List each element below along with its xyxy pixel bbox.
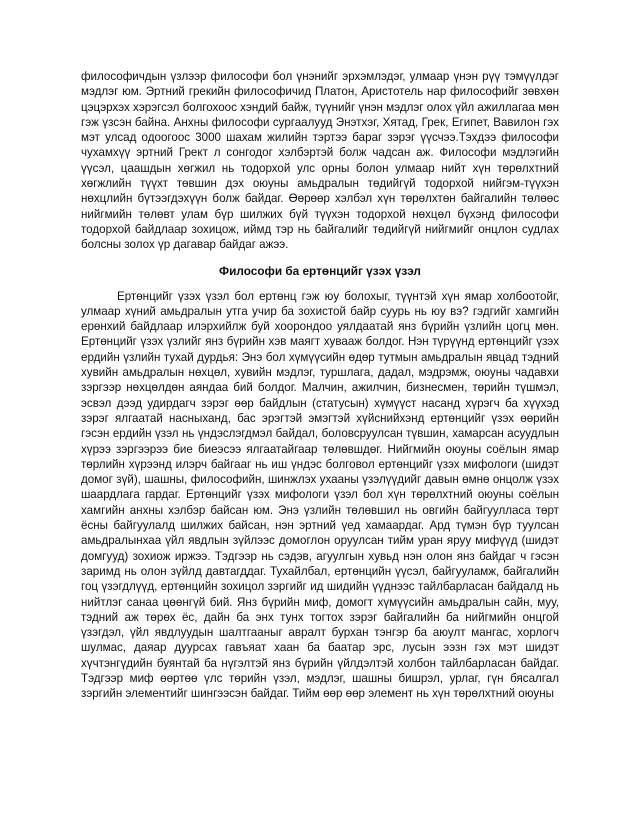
- document-page: [81, 69, 559, 702]
- section-heading: Философи ба ертөнцийг үзэх үзэл: [219, 263, 421, 278]
- body-paragraph: Ертөнцийг үзэх үзэл бол ертөнц гэж юу болохыг, түүнтэй хүн ямар холбоотойг, улмаар хүний амьдралын утга учир ба зохистой байр суурь нь юу вэ? гэдгийг хамгийн ерөнхий байдлаар илэрхийлж буй хоорондоо уялдаатай янз бүрийн үзлийн цогц мөн. Ертөнцийг үзэх үзлийг янз бүрийн хэв маягт хувааж болдог. Нэн түрүүнд ертөнцийг үзэх ердийн үзлийн тухай дурдья: Энэ бол хүмүүсийн өдөр тутмын амьдралын явцад тэдний хувийн амьдралын нөхцөл, хувийн мэдлэг, туршлага, дадал, мэдрэмж, оюуны чадавхи зэргээр нөхцөлдөн аяндаа бий болдог. Малчин, ажилчин, бизнесмен, төрийн түшмэл, эсвэл дээд удирдагч зэрэг өөр байдлын (статусын) хүмүүст насанд хүрэгч ба хүүхэд зэрэг ялгаатай насныханд, бас эрэгтэй эмэгтэй хүйснийхэнд ертөнцийг үзэх өөрийн гэсэн ердийн үзэл нь үндэслэгдмэл байдал, боловсруулсан түвшин, хамарсан асуудлын хүрээ зэргээрээ бие биеэсээ ялгаатайгаар төлөвшдөг. Нийгмийн оюуны соёлын ямар төрлийн хүрээнд илэрч байгааг нь иш үндэс болговол ертөнцийг үзэх мифологи (шидэт домог зүй), шашны, философийн, шинжлэх ухааны үзэлүүдийг давын өмнө онцолж үзэх шаардлага гардаг. Ертөнцийг үзэх мифологи үзэл бол хүн төрөлхтний оюуны соёлын хамгийн анхны хэлбэр байсан юм. Энэ үзлийн төлөвшил нь овгийн байгуулласа төрт ёсны байгуулалд шилжих байсан, нэн эртний үед хамаардаг. Ард түмэн бүр туулсан амьдралынхаа үйл явдлын зүйлээс домоглон оруулсан тийм уран яруу мифүүд (шидэт домгууд) зохиож иржээ. Тэдгээр нь сэдэв, агуулгын хувьд нэн олон янз байдаг ч гэсэн заримд нь олон зүйлд давтагддаг. Тухайлбал, ертөнцийн үүсэл, байгууламж, байгалийн гоц үзэгдлүүд, ертөнцийн зохицол зэргийг ид шидийн үүднээс тайлбарласан байдалд нь нийтлэг санаа цөөнгүй бий. Янз бүрийн миф, домогт хүмүүсийн амьдралын сайн, муу, тэдний аж төрөх ёс, дайн ба энх тунх тогтох зэрэг байгалийн ба нийгмийн онцгой үзэгдэл, үйл явдлуудын шалтгааныг авралт бурхан тэнгэр ба аюулт мангас, хорлогч шулмас, даяар дуурсах гавъяат хаан ба баатар эрс, лусын ээзн гэх мэт шидэт хүчтэнгүдийн буянтай ба нүгэлтэй янз бүрийн үйлдэлтэй холбон тайлбарласан байдаг. Тэдгээр миф өөртөө үлс төрийн үзэл, мэдлэг, шашны бишрэл, урлаг, гүн бясалгал зэргийн элементийг шингээсэн байдаг. Тийм өөр өөр элемент нь хүн төрөлхтний оюуны: [81, 289, 559, 701]
- intro-paragraph: философичдын үзлээр философи бол үнэнийг эрхэмлэдэг, улмаар үнэн рүү тэмүүлдэг мэдлэг юм. Эртний грекийн философичид Платон, Аристотель нар философийг зөвхөн цэцэрхэх хэрэгсэл болгохоос хэндий байж, түүнийг үнэн мэдлэг олох үйл ажиллагаа мөн гэж үзсэн байна. Анхны философи сургаалууд Энэтхэг, Хятад, Грек, Египет, Вавилон гэх мэт улсад одоогоос 3000 шахам жилийн тэртээ бараг зэрэг үүсчээ.Тэхдээ философи чухамхүү эртний Грект л сонгодог хэлбэртэй болж чадсан аж. Философи мэдлэгийн үүсэл, цаашдын хөгжил нь тодорхой улс орны болон улмаар нийт хүн төрөлхтний хөгжлийн түүхт төвшин дэх оюуны амьдралын төдийгүй тодорхой нийгэм-түүхэн нөхцлийн бүтээгдэхүүн болж байдаг. Өөрөөр хэлбэл хүн төрөлхтөн байгалийн төлөөс нийгмийн төлөвт улам бүр шилжих бүй түүхэн тодорхой нөхцөл бүхэнд философи тодорхой байдлаар зохицож, иймд тэр нь байгалийг төдийгүй нийгмийг онцлон судлах болсны золох үр дагавар байдаг ажээ.: [81, 70, 559, 252]
